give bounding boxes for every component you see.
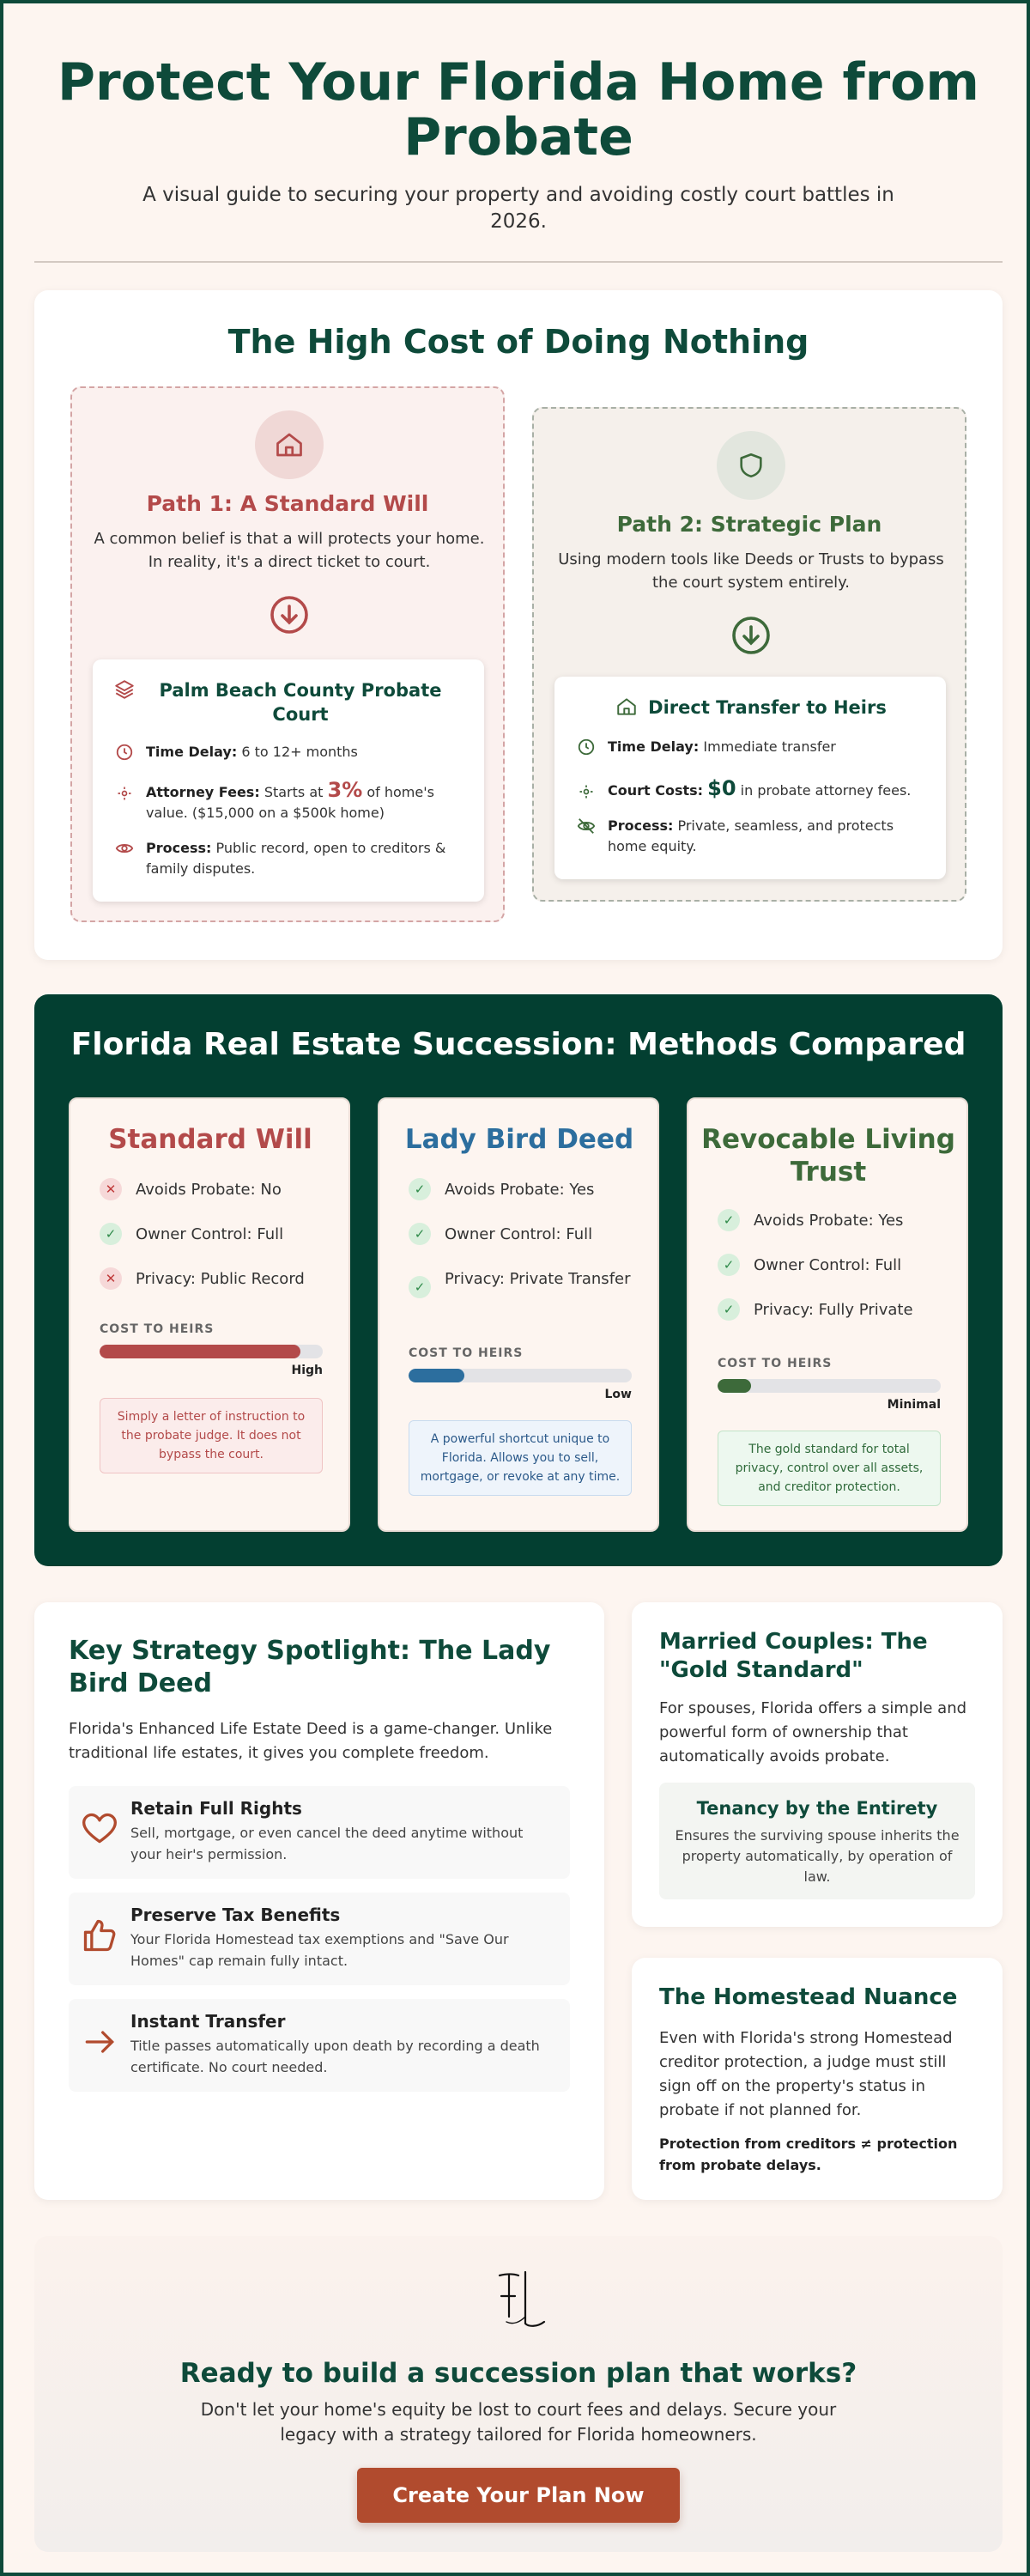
feature-label: Owner Control: Full: [445, 1225, 593, 1243]
method-card-revocable-living-trust: [687, 1097, 968, 1532]
probate-court-heading: [113, 678, 465, 726]
court-costs-row: [575, 778, 927, 802]
path1-desc: A common belief is that a will protects your home. In reality, it's a direct ticket to court.: [94, 530, 485, 571]
sun-icon: [578, 783, 595, 800]
path2-desc: Using modern tools like Deeds or Trusts to bypass the court system entirely.: [558, 550, 944, 592]
feature-label: Avoids Probate: Yes: [445, 1181, 595, 1199]
method-note: The gold standard for total privacy, control over all assets, and creditor protection.: [718, 1431, 941, 1506]
benefit-item: [69, 1999, 570, 2092]
clock-icon: [577, 738, 596, 756]
direct-transfer-title: Direct Transfer to Heirs: [648, 697, 887, 718]
feature-item: [409, 1267, 632, 1298]
time-delay-label: Time Delay:: [608, 738, 700, 755]
feature-item: [409, 1223, 632, 1246]
cta-title: Ready to build a succession plan that works?: [179, 2358, 857, 2389]
married-couples-card: [632, 1602, 1003, 1927]
method-note: Simply a letter of instruction to the probate judge. It does not bypass the court.: [100, 1398, 323, 1473]
process-value: Public record, open to creditors & family disputes.: [146, 840, 446, 877]
direct-transfer-heading: [575, 696, 927, 720]
home-icon: [255, 410, 324, 479]
cost-bar-fill: [718, 1379, 751, 1393]
check-icon: ✓: [718, 1254, 740, 1276]
home-icon: [615, 696, 638, 718]
path1-title: Path 1: A Standard Will: [146, 491, 429, 516]
cost-bar: [718, 1379, 941, 1393]
time-delay-label: Time Delay:: [146, 744, 238, 760]
homestead-warning: Protection from creditors ≠ protection from probate delays.: [659, 2136, 958, 2173]
thumbs-up-icon: [81, 1917, 118, 1954]
process-label: Process:: [608, 817, 674, 834]
attorney-fees-row: [113, 780, 465, 823]
time-delay-value: 6 to 12+ months: [241, 744, 358, 760]
path-standard-will: [70, 386, 505, 922]
lady-bird-spotlight: [34, 1602, 604, 2200]
process-value: Private, seamless, and protects home equity.: [608, 817, 894, 854]
process-row: [575, 816, 927, 857]
method-card-standard-will: [69, 1097, 350, 1532]
spotlight-intro: Florida's Enhanced Life Estate Deed is a game-changer. Unlike traditional life estates, it gives you complete freedom.: [69, 1720, 553, 1762]
compare-title: Florida Real Estate Succession: Methods Compared: [70, 1027, 966, 1062]
court-costs-value: $0: [707, 776, 736, 800]
feature-item: [718, 1298, 941, 1321]
method-note: A powerful shortcut unique to Florida. Allows you to sell, mortgage, or revoke at any time.: [409, 1420, 632, 1496]
time-delay-row: [575, 737, 927, 757]
court-costs-post: in probate attorney fees.: [740, 782, 912, 799]
x-icon: ✕: [100, 1267, 122, 1290]
hero: [38, 52, 999, 235]
homestead-card: [632, 1958, 1003, 2200]
benefit-title: Instant Transfer: [130, 2011, 286, 2032]
arrow-down-circle-icon: [730, 615, 772, 656]
feature-item: [718, 1209, 941, 1232]
eye-off-icon: [577, 817, 596, 835]
time-delay-row: [113, 742, 465, 762]
method-title: Revocable Living Trust: [701, 1124, 955, 1188]
methods-compared-section: [34, 994, 1003, 1566]
create-plan-button[interactable]: Create Your Plan Now: [357, 2468, 680, 2523]
check-icon: ✓: [409, 1178, 431, 1200]
cta-desc: Don't let your home's equity be lost to court fees and delays. Secure your legacy with a strategy tailored for Florida homeowners.: [200, 2399, 837, 2445]
cost-to-heirs-label: COST TO HEIRS: [409, 1346, 524, 1360]
benefit-item: [69, 1786, 570, 1879]
path2-title: Path 2: Strategic Plan: [616, 512, 882, 537]
spotlight-title: Key Strategy Spotlight: The Lady Bird Deed: [69, 1636, 551, 1698]
probate-court-title: Palm Beach County Probate Court: [159, 680, 442, 725]
attorney-fees-pre: Starts at: [264, 784, 324, 800]
process-row: [113, 838, 465, 879]
cost-bar: [100, 1345, 323, 1358]
path-strategic-plan: [532, 407, 966, 902]
feature-label: Avoids Probate: No: [136, 1181, 282, 1199]
benefit-item: [69, 1893, 570, 1985]
process-label: Process:: [146, 840, 212, 856]
cost-level: Minimal: [887, 1398, 941, 1412]
feature-label: Privacy: Private Transfer: [445, 1270, 631, 1288]
court-costs-label: Court Costs:: [608, 782, 704, 799]
feature-label: Privacy: Fully Private: [754, 1301, 913, 1319]
feature-label: Privacy: Public Record: [136, 1270, 305, 1288]
feature-label: Owner Control: Full: [754, 1256, 902, 1274]
cta-section: [34, 2236, 1003, 2552]
layers-icon: [113, 678, 136, 701]
married-desc: For spouses, Florida offers a simple and powerful form of ownership that automatically avoids probate.: [659, 1699, 967, 1765]
arrow-down-circle-icon: [269, 594, 310, 635]
check-icon: ✓: [100, 1223, 122, 1245]
tenancy-box: [659, 1783, 975, 1899]
married-title: Married Couples: The "Gold Standard": [659, 1629, 928, 1683]
check-icon: ✓: [718, 1298, 740, 1321]
feature-label: Owner Control: Full: [136, 1225, 284, 1243]
shield-icon: [717, 431, 785, 500]
benefit-desc: Title passes automatically upon death by recording a death certificate. No court needed.: [130, 2038, 540, 2075]
sun-icon: [116, 785, 133, 802]
feature-item: [100, 1178, 323, 1201]
check-icon: ✓: [409, 1223, 431, 1245]
probate-court-card: [93, 659, 484, 902]
feature-item: [409, 1178, 632, 1201]
cost-to-heirs-label: COST TO HEIRS: [718, 1357, 833, 1370]
arrow-right-icon: [81, 2023, 118, 2061]
x-icon: ✕: [100, 1178, 122, 1200]
cost-level: High: [291, 1364, 323, 1377]
page-title: Protect Your Florida Home from Probate: [58, 52, 979, 167]
homestead-title: The Homestead Nuance: [659, 1984, 958, 2010]
cost-section-title: The High Cost of Doing Nothing: [227, 323, 809, 361]
feature-item: [100, 1223, 323, 1246]
time-delay-value: Immediate transfer: [703, 738, 836, 755]
benefit-title: Preserve Tax Benefits: [130, 1905, 341, 1925]
check-icon: ✓: [409, 1276, 431, 1298]
feature-item: [718, 1254, 941, 1277]
tenancy-desc: Ensures the surviving spouse inherits the property automatically, by operation of law.: [675, 1827, 960, 1885]
homestead-desc: Even with Florida's strong Homestead creditor protection, a judge must still sign off on the property's status in probate if not planned for.: [659, 2029, 953, 2119]
clock-icon: [115, 743, 134, 762]
cost-section: [34, 290, 1003, 960]
tenancy-title: Tenancy by the Entirety: [696, 1798, 938, 1819]
divider: [34, 261, 1003, 263]
benefit-title: Retain Full Rights: [130, 1798, 302, 1819]
attorney-fees-percent: 3%: [327, 778, 363, 802]
cost-level: Low: [604, 1388, 632, 1401]
method-title: Standard Will: [108, 1124, 312, 1155]
check-icon: ✓: [718, 1209, 740, 1231]
method-card-lady-bird-deed: [378, 1097, 659, 1532]
cost-bar: [409, 1369, 632, 1382]
cost-to-heirs-label: COST TO HEIRS: [100, 1322, 215, 1336]
benefit-desc: Sell, mortgage, or even cancel the deed anytime without your heir's permission.: [130, 1825, 524, 1862]
logo: [488, 2265, 549, 2334]
attorney-fees-post: of home's value. ($15,000 on a $500k home): [146, 784, 434, 821]
feature-label: Avoids Probate: Yes: [754, 1212, 904, 1230]
page-subtitle: A visual guide to securing your property and avoiding costly court battles in 2026.: [142, 184, 894, 233]
direct-transfer-card: [554, 677, 946, 879]
attorney-fees-label: Attorney Fees:: [146, 784, 260, 800]
method-title: Lady Bird Deed: [404, 1124, 634, 1155]
heart-icon: [81, 1810, 118, 1848]
feature-item: [100, 1267, 323, 1291]
cost-bar-fill: [100, 1345, 300, 1358]
cost-bar-fill: [409, 1369, 464, 1382]
eye-icon: [115, 839, 134, 858]
benefit-desc: Your Florida Homestead tax exemptions and "Save Our Homes" cap remain fully intact.: [130, 1931, 509, 1969]
